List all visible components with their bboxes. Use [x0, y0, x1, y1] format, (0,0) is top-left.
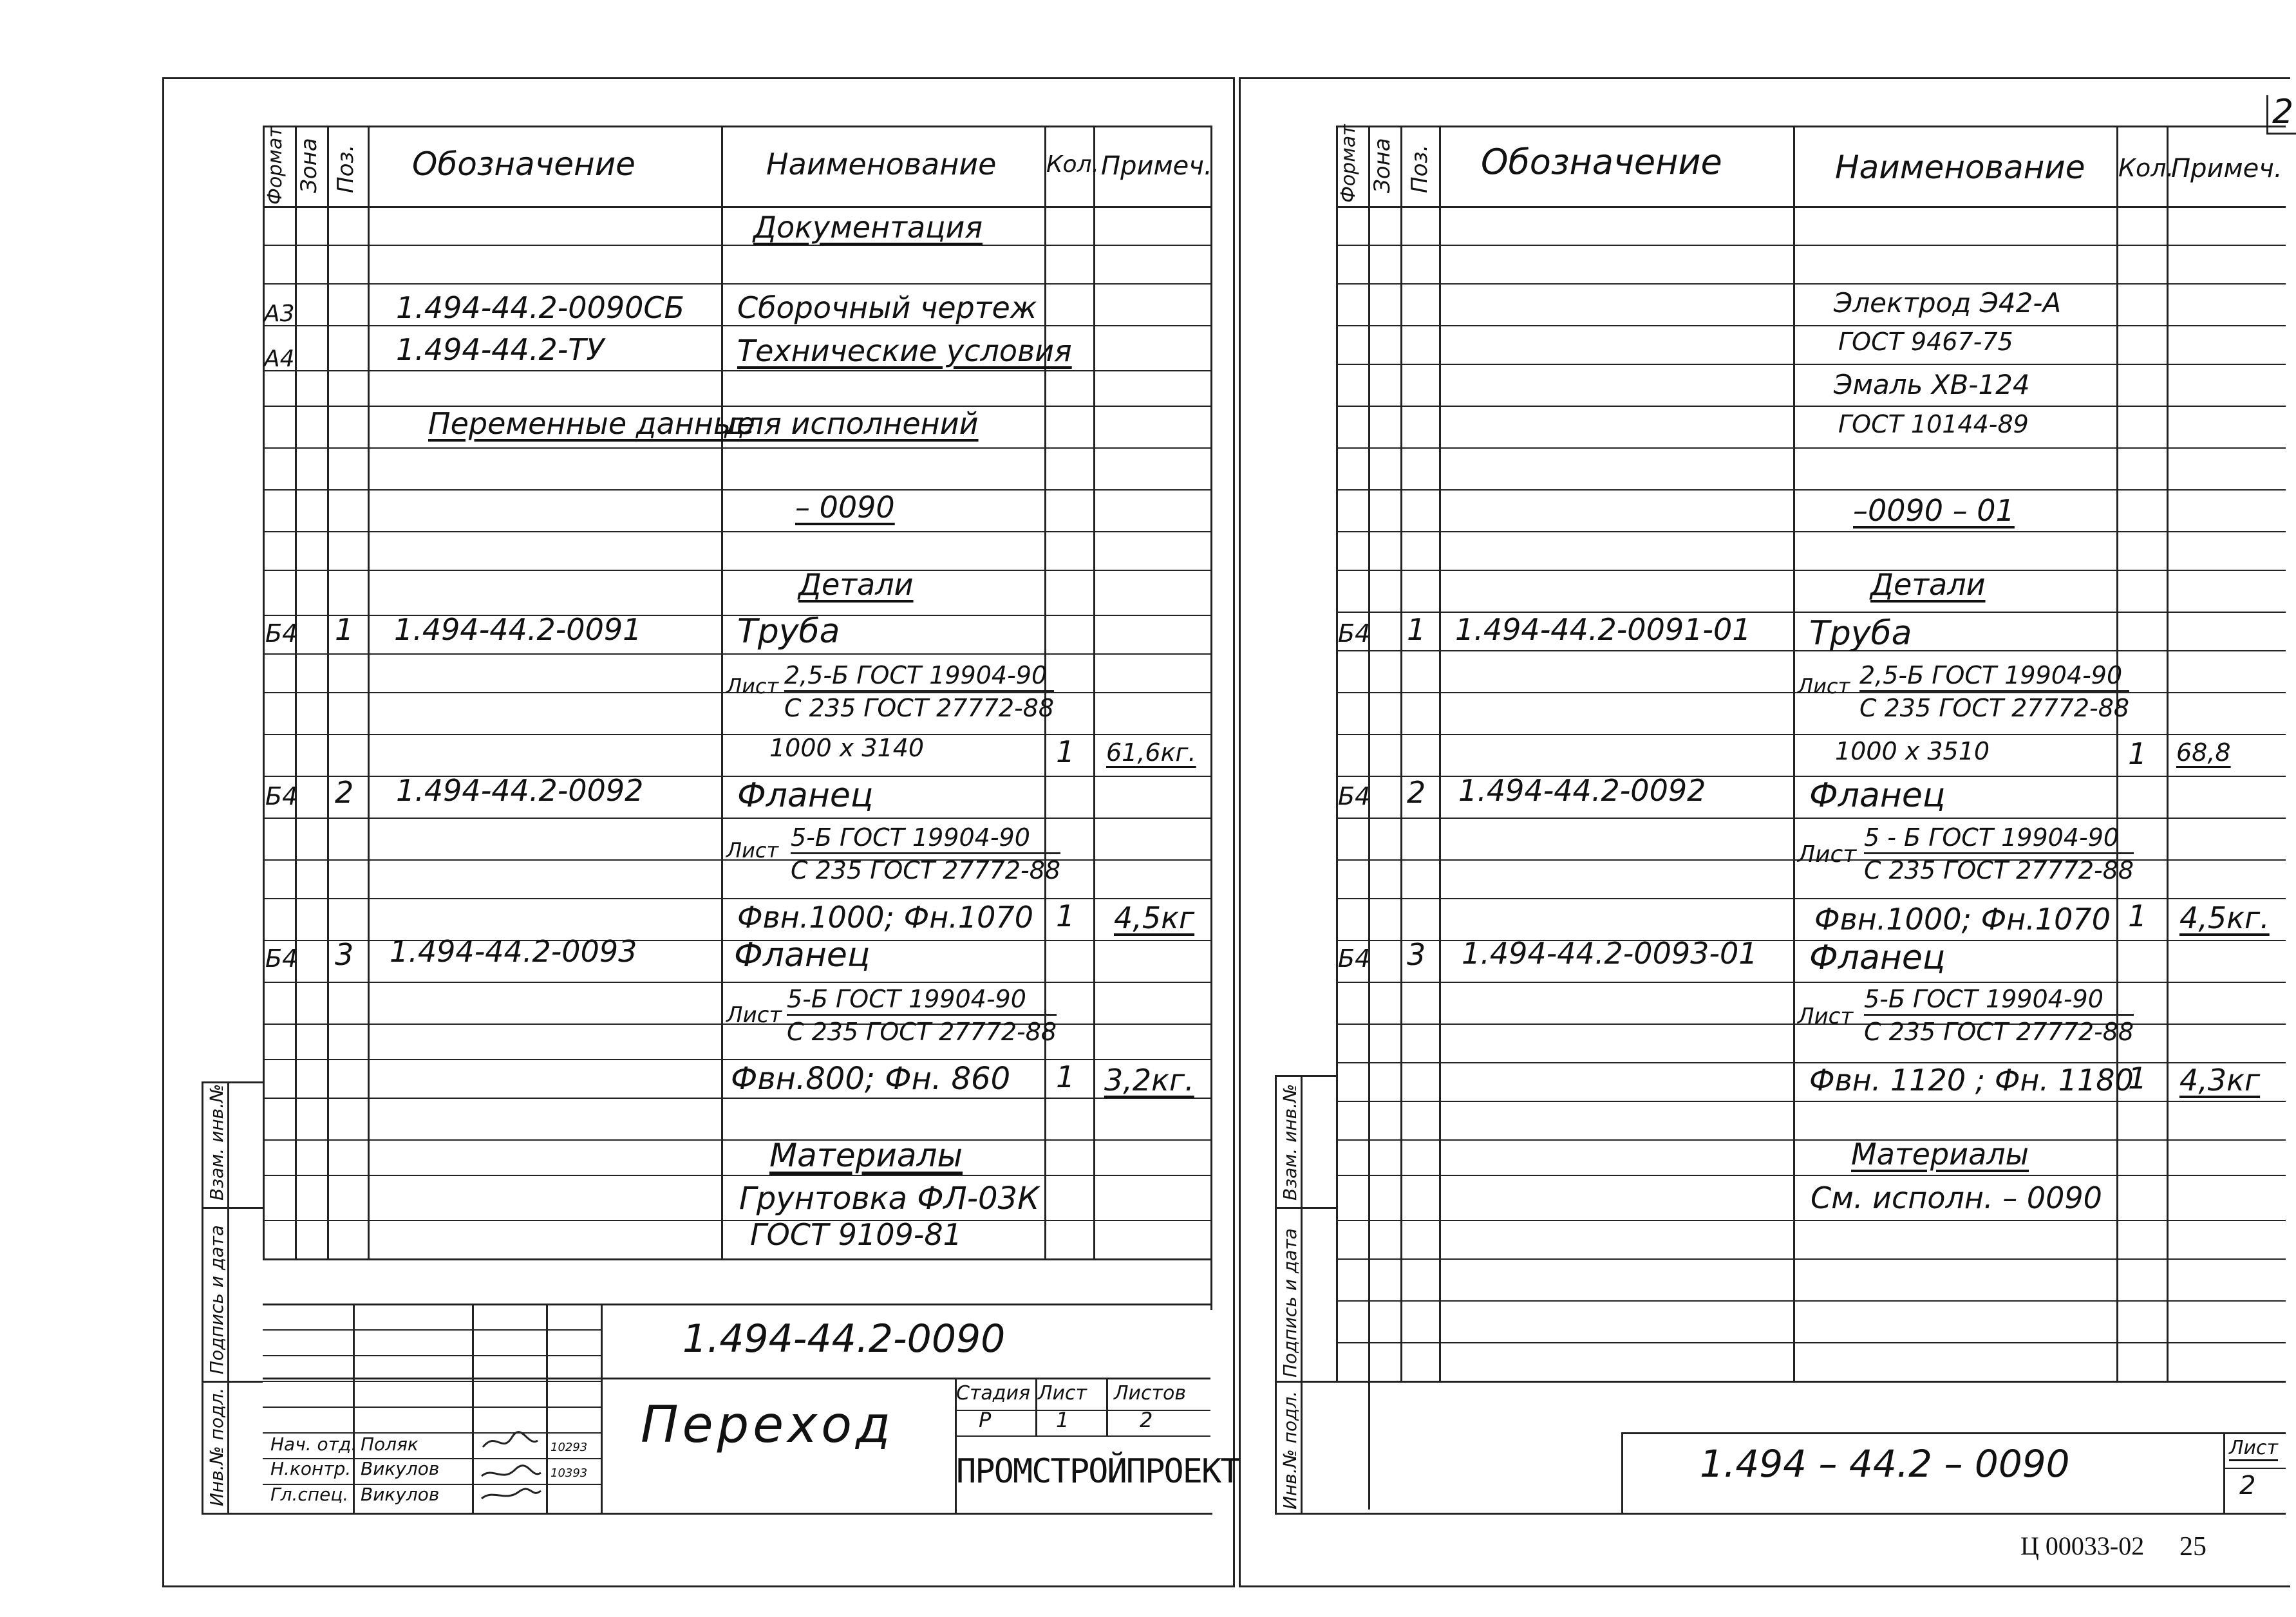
signer-name: Поляк [361, 1434, 419, 1455]
left-part-pos: 3 [335, 937, 354, 972]
left-part-designation: 1.494-44.2-0093 [390, 934, 637, 969]
left-header-zone: Зона [296, 138, 322, 193]
footer-code: Ц 00033-02 [2020, 1531, 2145, 1560]
left-header-pos: Поз. [333, 144, 359, 193]
right-part-prefix: Лист [1798, 674, 1850, 698]
left-section-materials: Материалы [769, 1137, 963, 1174]
signer-name: Викулов [361, 1458, 440, 1479]
right-part-material [1864, 987, 2134, 1044]
right-part-material [1864, 825, 2134, 883]
signer-date: 10393 [550, 1466, 588, 1480]
left-stamp-doc-code: 1.494-44.2-0090 [682, 1316, 1006, 1361]
right-stamp-sheet-no: 2 [2239, 1471, 2256, 1500]
left-part-designation: 1.494-44.2-0092 [396, 773, 644, 808]
left-part-material-top: 5-Б ГОСТ 19904-90 [791, 825, 1060, 854]
right-part-size: Фвн. 1120 ; Фн. 1180 [1809, 1063, 2134, 1098]
left-material-standard: ГОСТ 9109-81 [750, 1217, 962, 1252]
right-part-note: 68,8 [2176, 738, 2231, 767]
left-material-primer: Грунтовка ФЛ-03К [739, 1181, 1040, 1217]
left-stamp-sheet-label: Лист [1038, 1382, 1087, 1405]
left-header-note: Примеч. [1101, 151, 1212, 181]
right-part-material-top: 5-Б ГОСТ 19904-90 [1864, 987, 2134, 1016]
right-part-name: Труба [1809, 614, 1912, 653]
signer-role: Нач. отд. [270, 1434, 357, 1455]
right-part-size: 1000 х 3510 [1835, 737, 1990, 765]
left-part-material [791, 825, 1060, 883]
left-part-format: Б4 [265, 782, 298, 810]
right-part-prefix: Лист [1798, 1004, 1854, 1029]
left-stamp-title: Переход [641, 1396, 894, 1454]
right-header-zone: Зона [1369, 138, 1395, 193]
signature-icon [476, 1428, 547, 1505]
left-side-sign-date: Подпись и дата [206, 1225, 227, 1374]
left-part-format: Б4 [265, 944, 298, 973]
right-part-prefix: Лист [1798, 841, 1857, 868]
right-part-material-bottom: С 235 ГОСТ 27772-88 [1864, 856, 2134, 884]
left-part-size: Фвн.1000; Фн.1070 [737, 900, 1033, 935]
left-part-prefix: Лист [726, 838, 779, 863]
right-material-electrode: Электрод Э42-А [1834, 287, 2062, 319]
right-part-pos: 1 [1407, 612, 1426, 647]
right-part-note: 4,5кг. [2179, 901, 2270, 935]
right-material-electrode-std: ГОСТ 9467-75 [1838, 328, 2013, 356]
left-stamp-sheet: 1 [1056, 1408, 1069, 1432]
left-part-pos: 1 [335, 612, 354, 647]
left-section-variable-2: для исполнений [724, 406, 979, 441]
left-part-prefix: Лист [726, 674, 779, 698]
signer-name: Викулов [361, 1484, 440, 1505]
left-part-pos: 2 [335, 775, 354, 810]
right-part-note: 4,3кг [2179, 1063, 2261, 1098]
right-part-material-bottom: С 235 ГОСТ 27772-88 [1859, 694, 2130, 722]
left-part-material-bottom: С 235 ГОСТ 27772-88 [784, 694, 1055, 722]
right-side-inv-sub: Взам. инв.№ [1279, 1083, 1301, 1201]
right-material-enamel-std: ГОСТ 10144-89 [1838, 410, 2029, 438]
right-header-note: Примеч. [2171, 154, 2282, 183]
right-side-sign-date: Подпись и дата [1279, 1228, 1301, 1378]
left-part-note: 3,2кг. [1104, 1063, 1194, 1098]
right-part-designation: 1.494-44.2-0091-01 [1455, 612, 1751, 647]
signer-date: 10293 [550, 1441, 588, 1454]
left-part-qty: 1 [1056, 1060, 1075, 1094]
left-part-material-bottom: С 235 ГОСТ 27772-88 [791, 856, 1061, 884]
left-part-material [787, 987, 1057, 1044]
right-header-name: Наименование [1835, 149, 2085, 186]
signer-role: Гл.спец. [270, 1484, 349, 1505]
left-row-designation: 1.494-44.2-0090СБ [396, 290, 685, 325]
left-part-material-top: 2,5-Б ГОСТ 19904-90 [784, 663, 1054, 692]
left-stamp-stage: Р [979, 1408, 992, 1432]
right-part-name: Фланец [1809, 939, 1946, 977]
left-section-details: Детали [798, 567, 914, 602]
right-part-qty: 1 [2128, 899, 2147, 933]
right-stamp-doc-code: 1.494 – 44.2 – 0090 [1700, 1442, 2070, 1486]
left-part-name: Фланец [734, 936, 870, 975]
left-header-format: Формат [264, 126, 287, 205]
right-part-material [1859, 663, 2129, 720]
left-stamp-sheets-label: Листов [1114, 1382, 1187, 1405]
right-part-qty: 1 [2128, 736, 2147, 771]
left-side-inv-sub: Взам. инв.№ [206, 1083, 227, 1201]
right-page-corner: 2 [2266, 95, 2296, 135]
left-row-designation: 1.494-44.2-ТУ [396, 332, 605, 367]
right-side-inv-orig: Инв.№ подл. [1279, 1390, 1301, 1510]
right-stamp-sheet-label: Лист [2229, 1437, 2279, 1459]
right-section-variant: –0090 – 01 [1853, 493, 2015, 528]
signer-role: Н.контр. [270, 1458, 352, 1479]
right-part-format: Б4 [1338, 944, 1371, 973]
right-header-designation: Обозначение [1481, 142, 1722, 182]
left-part-material-top: 5-Б ГОСТ 19904-90 [787, 987, 1057, 1016]
left-stamp-stage-label: Стадия [956, 1382, 1031, 1405]
left-section-variant: – 0090 [795, 490, 895, 525]
left-part-note: 4,5кг [1114, 901, 1195, 935]
left-part-format: Б4 [265, 619, 298, 648]
left-row-format: А4 [264, 346, 295, 372]
right-part-material-bottom: С 235 ГОСТ 27772-88 [1864, 1018, 2134, 1046]
right-part-qty: 1 [2128, 1061, 2147, 1096]
right-part-size: Фвн.1000; Фн.1070 [1814, 902, 2111, 937]
left-header-designation: Обозначение [412, 145, 635, 183]
right-part-material-top: 5 - Б ГОСТ 19904-90 [1864, 825, 2134, 854]
left-section-docs: Документация [753, 210, 983, 245]
left-part-note: 61,6кг. [1106, 738, 1196, 767]
footer-page: 25 [2179, 1532, 2207, 1562]
left-part-material-bottom: С 235 ГОСТ 27772-88 [787, 1018, 1057, 1046]
left-part-qty: 1 [1056, 734, 1075, 769]
left-row-format: А3 [264, 301, 295, 327]
left-stamp-sheets: 2 [1140, 1408, 1153, 1432]
left-header-name: Наименование [766, 147, 997, 182]
right-part-pos: 3 [1407, 937, 1426, 972]
left-part-material [784, 663, 1054, 720]
right-part-format: Б4 [1338, 619, 1371, 648]
left-section-variable: Переменные данные [428, 406, 755, 441]
left-part-qty: 1 [1056, 899, 1075, 933]
right-material-ref: См. исполн. – 0090 [1811, 1181, 2102, 1215]
right-part-pos: 2 [1407, 775, 1426, 810]
left-part-name: Фланец [737, 776, 874, 815]
right-part-designation: 1.494-44.2-0093-01 [1462, 936, 1758, 971]
right-part-designation: 1.494-44.2-0092 [1458, 773, 1706, 808]
right-header-format: Формат [1337, 124, 1360, 203]
right-part-material-top: 2,5-Б ГОСТ 19904-90 [1859, 663, 2129, 692]
left-part-size: Фвн.800; Фн. 860 [731, 1061, 1011, 1097]
left-side-inv-orig: Инв.№ подл. [206, 1387, 227, 1506]
left-row-name: Технические условия [737, 333, 1072, 368]
left-part-prefix: Лист [726, 1002, 782, 1028]
right-material-enamel: Эмаль ХВ-124 [1834, 369, 2030, 400]
right-section-materials: Материалы [1851, 1137, 2029, 1172]
left-stamp-org: ПРОМСТРОЙПРОЕКТ [956, 1452, 1239, 1491]
right-part-format: Б4 [1338, 782, 1371, 810]
right-section-details: Детали [1870, 567, 1986, 602]
left-part-designation: 1.494-44.2-0091 [394, 612, 642, 647]
right-header-pos: Поз. [1407, 144, 1433, 193]
left-header-qty: Кол. [1046, 151, 1100, 178]
right-part-name: Фланец [1809, 776, 1946, 815]
left-part-size: 1000 х 3140 [769, 734, 925, 762]
right-header-qty: Кол. [2118, 154, 2174, 182]
left-row-name: Сборочный чертеж [737, 290, 1037, 325]
left-part-name: Труба [737, 612, 840, 651]
